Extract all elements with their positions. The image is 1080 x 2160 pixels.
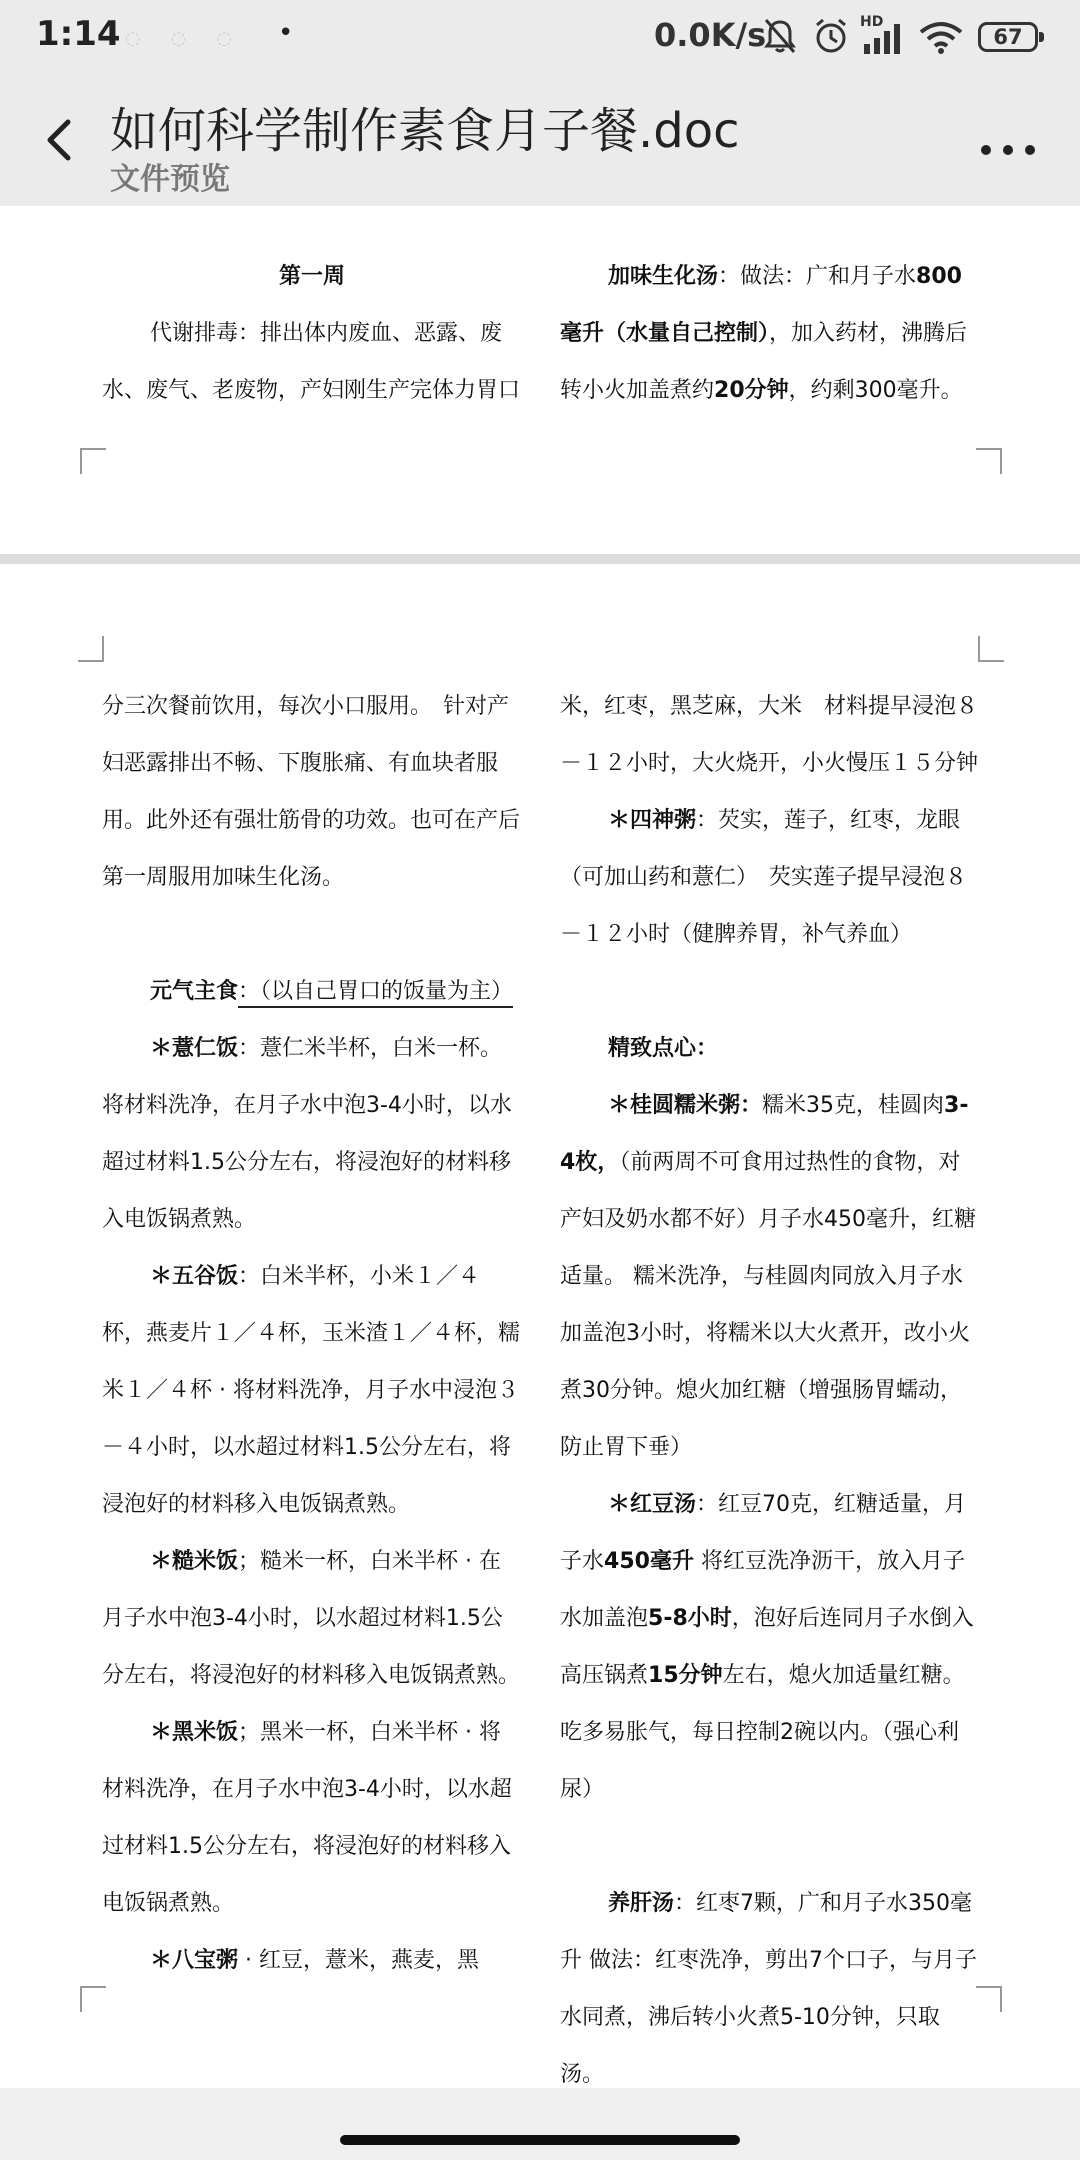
document-page-2 bbox=[0, 564, 1080, 2088]
brown-rice-paragraph: ＊糙米饭；糙米一杯，白米半杯 · 在月子水中泡3-4小时，以水超过材料1.5公分左右，将浸泡好的材料移入电饭锅煮熟。 bbox=[102, 1549, 521, 1688]
liver-soup-paragraph: 养肝汤：红枣7颗，广和月子水350毫升 做法：红枣洗净，剪出7个口子，与月子水同煮，沸后转小火煮5-10分钟，只取汤。 bbox=[560, 1891, 977, 2087]
more-options-button[interactable] bbox=[972, 128, 1052, 172]
week-heading: 第一周 bbox=[278, 264, 345, 289]
black-rice-paragraph: ＊黑米饭；黑米一杯，白米半杯 · 将材料洗净，在月子水中泡3-4小时，以水超过材料1.5公分左右，将浸泡好的材料移入电饭锅煮熟。 bbox=[102, 1720, 512, 1916]
system-nav-bar bbox=[0, 2088, 1080, 2160]
guiyuan-porridge-paragraph: ＊桂圆糯米粥：糯米35克，桂圆肉3-4枚，（前两周不可食用过热性的食物，对产妇及奶水都不好）月子水450毫升，红糖适量。 糯米洗净，与桂圆肉同放入月子水加盖泡3小时，将糯米以大火煮开，改小火煮30分钟。熄火加红糖（增强肠胃蠕动，防止胃下垂） bbox=[560, 1093, 976, 1460]
status-time: 1:14 bbox=[36, 14, 121, 54]
battery-icon: 67 bbox=[978, 22, 1038, 52]
page1-left-column bbox=[102, 248, 522, 419]
page-corner-mark bbox=[78, 636, 104, 662]
dosage-paragraph: 分三次餐前饮用，每次小口服用。 针对产妇恶露排出不畅、下腹胀痛、有血块者服用。此外还有强壮筋骨的功效。也可在产后第一周服用加味生化汤。 bbox=[102, 694, 521, 890]
back-button[interactable] bbox=[28, 108, 92, 172]
network-type: HD bbox=[860, 14, 884, 30]
wifi-icon bbox=[918, 20, 964, 54]
document-page-1 bbox=[0, 206, 1080, 554]
document-title: 如何科学制作素食月子餐.doc bbox=[110, 103, 740, 159]
mute-icon bbox=[762, 16, 798, 56]
snack-heading: 精致点心： bbox=[608, 1036, 719, 1061]
page-corner-mark bbox=[978, 636, 1004, 662]
network-speed: 0.0K/s bbox=[654, 16, 767, 54]
shenghua-tang-paragraph: 加味生化汤：做法：广和月子水800毫升（水量自己控制），加入药材，沸腾后转小火加盖煮约20分钟，约剩300毫升。 bbox=[560, 264, 968, 403]
notification-icons: ◌◌◌ bbox=[125, 28, 263, 49]
more-notifications-dot: • bbox=[278, 18, 294, 48]
signal-icon bbox=[862, 22, 906, 54]
page1-right-column bbox=[560, 248, 980, 419]
detox-paragraph: 代谢排毒：排出体内废血、恶露、废水、废气、老废物，产妇刚生产完体力胃口 bbox=[102, 321, 521, 403]
page2-right-column bbox=[560, 678, 980, 2103]
status-bar bbox=[0, 0, 1080, 80]
page2-left-column bbox=[102, 678, 522, 1989]
sishen-porridge-paragraph: ＊四神粥：芡实，莲子，红枣，龙眼（可加山药和薏仁） 芡实莲子提早浸泡８－１２小时（健脾养胃，补气养血） bbox=[560, 808, 968, 947]
page-subtitle: 文件预览 bbox=[110, 162, 230, 197]
yiren-rice-paragraph: ＊薏仁饭：薏仁米半杯，白米一杯。将材料洗净，在月子水中泡3-4小时，以水超过材料1.5公分左右，将浸泡好的材料移入电饭锅煮熟。 bbox=[102, 1036, 512, 1232]
alarm-icon bbox=[812, 16, 850, 56]
red-bean-soup-paragraph: ＊红豆汤：红豆70克，红糖适量，月子水450毫升 将红豆洗净沥干，放入月子水加盖泡5-8小时，泡好后连同月子水倒入高压锅煮15分钟左右，熄火加适量红糖。 吃多易胀气，每日控制2碗以内。（强心利尿） bbox=[560, 1492, 976, 1802]
porridge-continued-paragraph: 米，红枣，黑芝麻，大米 材料提早浸泡８－１２小时，大火烧开，小火慢压１５分钟 bbox=[560, 694, 979, 776]
staple-food-heading: 元气主食：（以自己胃口的饭量为主） bbox=[102, 963, 522, 1020]
wugu-rice-paragraph: ＊五谷饭：白米半杯，小米１／４杯，燕麦片１／４杯，玉米渣１／４杯，糯米１／４杯 · 将材料洗净，月子水中浸泡３－４小时，以水超过材料1.5公分左右，将浸泡好的材料移入电饭锅煮熟。 bbox=[102, 1264, 521, 1517]
page-corner-mark bbox=[80, 1986, 106, 2012]
home-indicator[interactable] bbox=[340, 2135, 740, 2145]
page-corner-mark bbox=[80, 448, 106, 474]
app-header bbox=[0, 80, 1080, 206]
page-corner-mark bbox=[976, 448, 1002, 474]
page-corner-mark bbox=[976, 1986, 1002, 2012]
babao-porridge-paragraph: ＊八宝粥 · 红豆，薏米，燕麦，黑 bbox=[150, 1948, 479, 1973]
